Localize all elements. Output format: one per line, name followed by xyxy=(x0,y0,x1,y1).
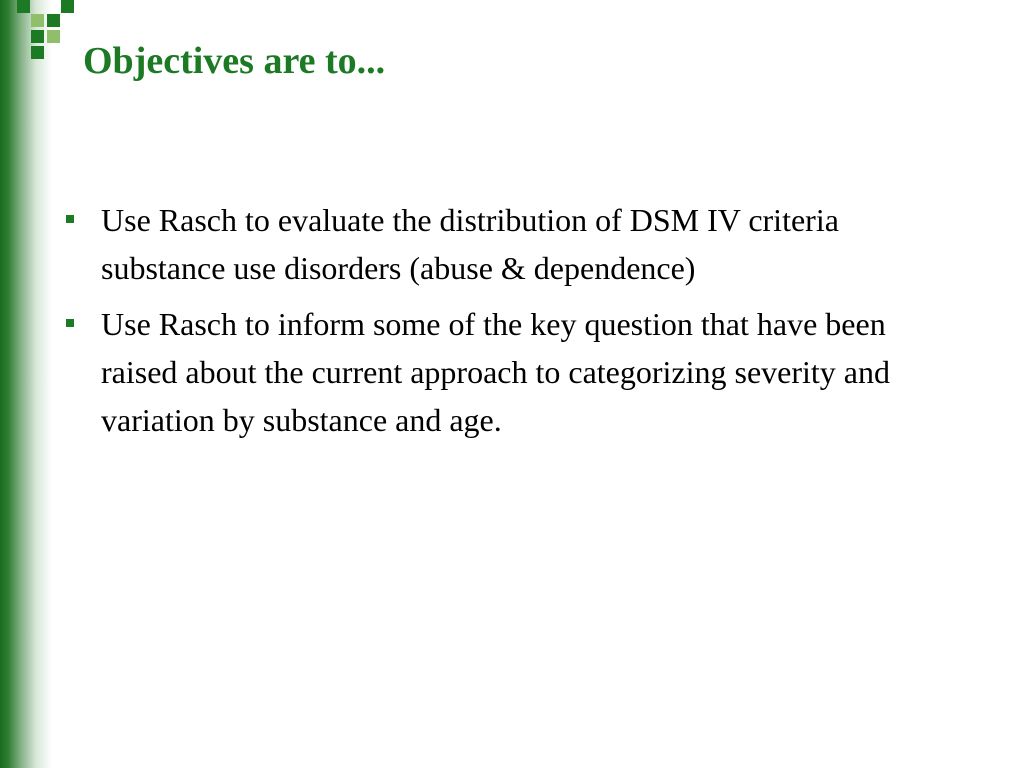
bullet-text: Use Rasch to evaluate the distribution of DSM IV criteria substance use disorders (abuse & dependence) xyxy=(101,202,839,286)
bullet-item xyxy=(64,196,954,292)
square-bullet-icon xyxy=(66,319,74,327)
checkmark-squares-icon xyxy=(0,0,80,62)
slide-title: Objectives are to... xyxy=(83,40,386,82)
bullet-list xyxy=(64,196,954,452)
side-gradient-bar xyxy=(0,0,52,768)
bullet-text: Use Rasch to inform some of the key question that have been raised about the current approach to categorizing severity and variation by substance and age. xyxy=(101,306,890,438)
bullet-item xyxy=(64,300,954,444)
square-bullet-icon xyxy=(66,215,74,223)
